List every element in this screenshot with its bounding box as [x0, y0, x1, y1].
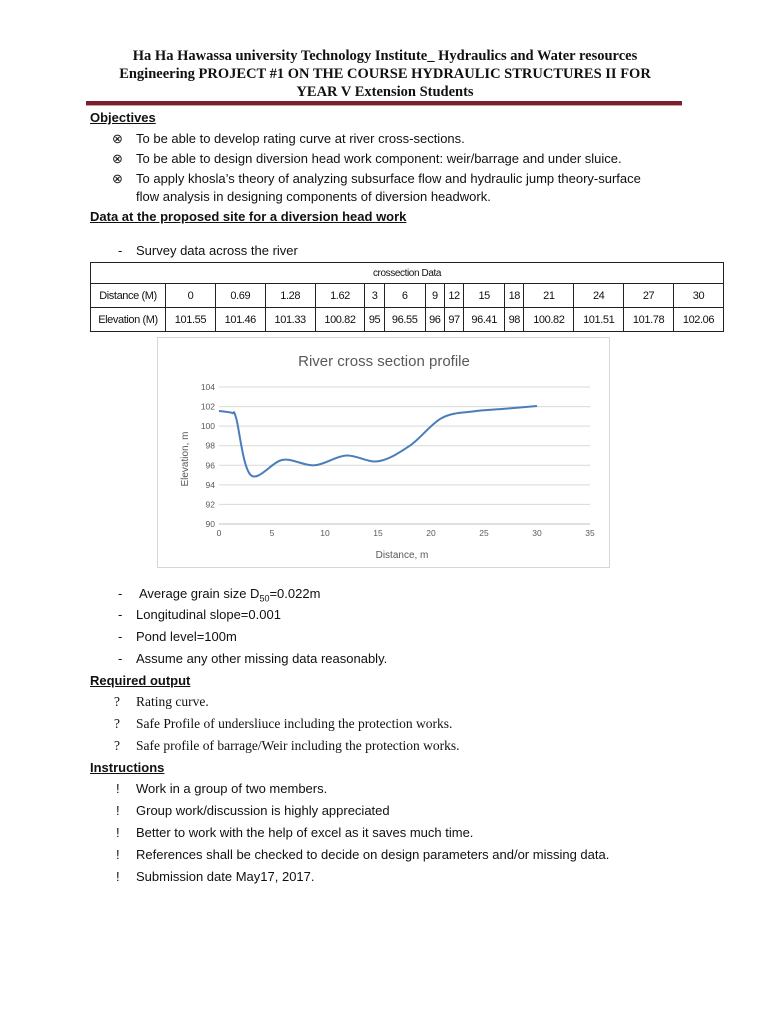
table-cell: 15 [464, 284, 505, 308]
table-cell: 0 [166, 284, 216, 308]
table-cell: 1.28 [265, 284, 315, 308]
chart-x-axis-label: Distance, m [375, 550, 429, 561]
table-cell: 95 [365, 308, 384, 332]
chart-title: River cross section profile [298, 353, 470, 370]
required-item: Safe profile of barrage/Weir including the protection works. [136, 738, 460, 753]
instruction-bullet-icon: ! [116, 803, 120, 818]
objective-item: To be able to develop rating curve at river cross-sections. [136, 131, 465, 146]
required-output-heading: Required output [90, 673, 191, 688]
title-divider [86, 101, 682, 106]
objective-item: To be able to design diversion head work component: weir/barrage and under sluice. [136, 151, 622, 166]
missing-data-text: Assume any other missing data reasonably. [136, 651, 388, 666]
row-label-distance: Distance (M) [91, 284, 166, 308]
crossection-data-table [90, 262, 724, 332]
table-cell: 27 [624, 284, 674, 308]
chart-y-tick-label: 92 [205, 499, 215, 510]
table-cell: 96 [425, 308, 444, 332]
table-cell: 101.78 [624, 308, 674, 332]
required-item: Safe Profile of undersliuce including the protection works. [136, 716, 453, 731]
chart-y-tick-label: 100 [200, 421, 215, 432]
table-cell: 12 [444, 284, 463, 308]
objective-item-continued: flow analysis in designing components of diversion headwork. [136, 189, 491, 204]
dash-bullet: - [118, 651, 123, 666]
chart-x-tick-label: 30 [532, 528, 542, 538]
objective-bullet-icon: ⊗ [112, 171, 123, 186]
dash-bullet: - [118, 607, 123, 622]
site-data-heading: Data at the proposed site for a diversion head work [90, 209, 407, 224]
chart-y-tick-label: 96 [205, 460, 215, 471]
required-item: Rating curve. [136, 694, 209, 709]
objective-item: To apply khosla’s theory of analyzing subsurface flow and hydraulic jump theory-surface [136, 171, 641, 186]
table-cell: 101.33 [265, 308, 315, 332]
chart-y-tick-label: 90 [205, 519, 215, 529]
river-profile-chart [157, 337, 610, 568]
instruction-bullet-icon: ! [116, 825, 120, 840]
table-cell: 101.46 [215, 308, 265, 332]
survey-data-label: Survey data across the river [136, 243, 298, 258]
objectives-heading: Objectives [90, 110, 156, 125]
chart-x-tick-label: 20 [426, 528, 436, 538]
chart-svg [158, 338, 609, 567]
chart-series-line [219, 406, 537, 477]
chart-x-tick-label: 25 [479, 528, 489, 538]
table-cell: 9 [425, 284, 444, 308]
grain-size-prefix: Average grain size D [139, 586, 260, 601]
instruction-bullet-icon: ! [116, 781, 120, 796]
table-cell: 96.41 [464, 308, 505, 332]
chart-y-tick-label: 98 [205, 440, 215, 451]
table-cell: 100.82 [524, 308, 574, 332]
chart-x-tick-label: 15 [373, 528, 383, 538]
required-bullet-icon: ? [114, 694, 120, 709]
table-cell: 101.51 [574, 308, 624, 332]
required-bullet-icon: ? [114, 716, 120, 731]
table-cell: 18 [505, 284, 524, 308]
table-cell: 98 [505, 308, 524, 332]
chart-y-axis-label: Elevation, m [180, 431, 191, 487]
title-line-1: Ha Ha Hawassa university Technology Institute_ Hydraulics and Water resources [132, 48, 638, 64]
table-cell: 97 [444, 308, 463, 332]
chart-y-tick-label: 102 [200, 401, 215, 412]
instructions-heading: Instructions [90, 760, 165, 775]
table-cell: 3 [365, 284, 384, 308]
chart-x-tick-label: 10 [320, 528, 330, 538]
slope-text: Longitudinal slope=0.001 [136, 607, 281, 622]
row-label-elevation: Elevation (M) [91, 308, 166, 332]
instruction-item: Submission date May17, 2017. [136, 869, 315, 884]
document-title [60, 47, 710, 101]
table-cell: 102.06 [673, 308, 723, 332]
grain-size-text [139, 586, 320, 607]
grain-size-value: =0.022m [269, 586, 321, 601]
required-bullet-icon: ? [114, 738, 120, 753]
table-row [91, 284, 724, 308]
chart-x-tick-label: 0 [216, 528, 222, 538]
title-line-2: Engineering PROJECT #1 ON THE COURSE HYDRAULIC STRUCTURES II FOR [119, 66, 651, 82]
chart-y-tick-label: 104 [200, 382, 215, 392]
instruction-bullet-icon: ! [116, 869, 120, 884]
title-line-3: YEAR V Extension Students [296, 84, 474, 100]
table-caption: crossection Data [91, 263, 724, 284]
table-cell: 30 [673, 284, 723, 308]
instruction-item: References shall be checked to decide on design parameters and/or missing data. [136, 847, 610, 862]
chart-x-tick-label: 5 [269, 528, 275, 538]
dash-bullet: - [118, 243, 123, 258]
dash-bullet: - [118, 629, 123, 644]
grain-size-subscript: 50 [259, 593, 270, 604]
instruction-item: Work in a group of two members. [136, 781, 328, 796]
table-cell: 6 [384, 284, 425, 308]
chart-x-tick-label: 35 [585, 528, 595, 538]
table-cell: 101.55 [166, 308, 216, 332]
table-cell: 1.62 [315, 284, 365, 308]
chart-y-tick-label: 94 [205, 479, 215, 490]
table-cell: 0.69 [215, 284, 265, 308]
table-cell: 21 [524, 284, 574, 308]
table-cell: 24 [574, 284, 624, 308]
pond-level-text: Pond level=100m [136, 629, 237, 644]
instruction-item: Group work/discussion is highly appreciated [136, 803, 390, 818]
objective-bullet-icon: ⊗ [112, 131, 123, 146]
instruction-bullet-icon: ! [116, 847, 120, 862]
instruction-item: Better to work with the help of excel as it saves much time. [136, 825, 474, 840]
table-row [91, 308, 724, 332]
objective-bullet-icon: ⊗ [112, 151, 123, 166]
table-cell: 100.82 [315, 308, 365, 332]
table-cell: 96.55 [384, 308, 425, 332]
dash-bullet: - [118, 586, 123, 601]
